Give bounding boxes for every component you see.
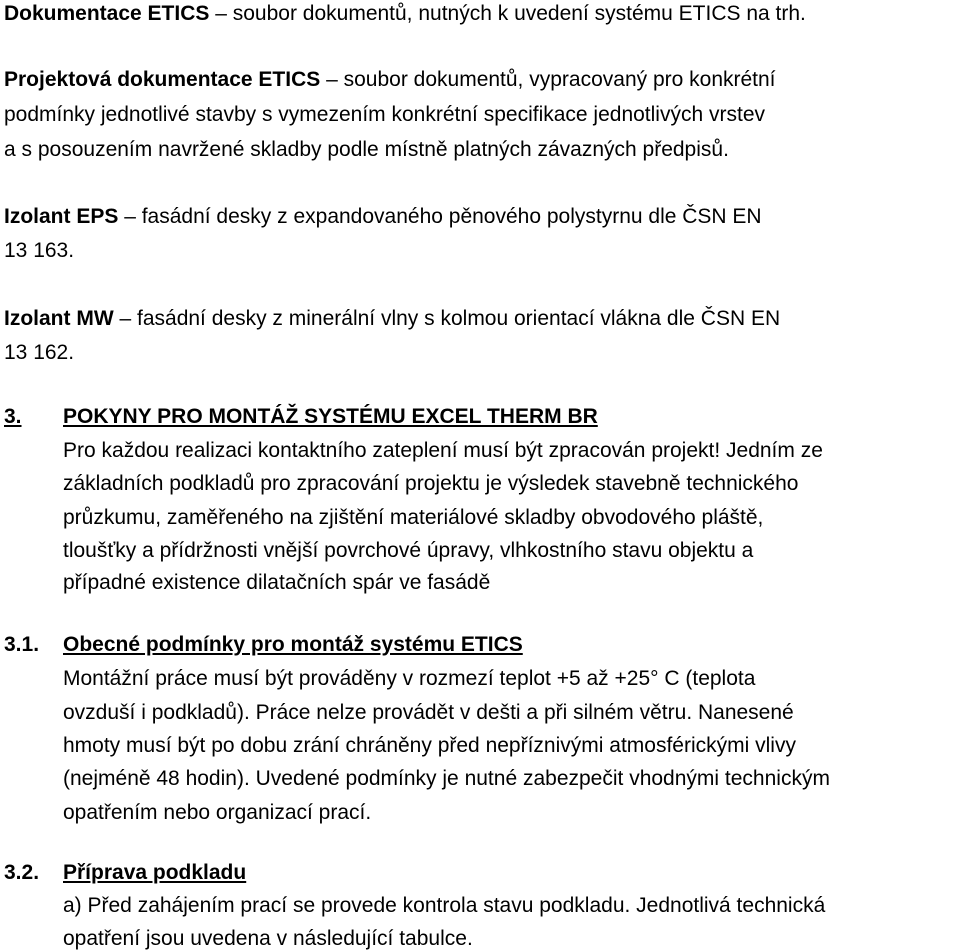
section-heading: Obecné podmínky pro montáž systému ETICS <box>63 633 523 656</box>
definition-text: – soubor dokumentů, nutných k uvedení systému ETICS na trh. <box>209 2 806 25</box>
text-line: základních podkladů pro zpracování projektu je výsledek stavebně technického <box>63 472 799 495</box>
text-line: (nejméně 48 hodin). Uvedené podmínky je nutné zabezpečit vhodnými technickým <box>63 767 830 790</box>
text-line: opatřením nebo organizací prací. <box>63 801 372 824</box>
text-line: Pro každou realizaci kontaktního zateplení musí být zpracován projekt! Jedním ze <box>63 439 823 462</box>
definition-text: – fasádní desky z expandovaného pěnového polystyrnu dle ČSN EN <box>118 205 762 228</box>
definition-projektova <box>4 67 776 93</box>
section-heading: Příprava podkladu <box>63 861 247 884</box>
definition-izolant-mw <box>4 306 780 332</box>
text-line: 13 162. <box>4 341 75 364</box>
text-line: podmínky jednotlivé stavby s vymezením konkrétní specifikace jednotlivých vrstev <box>4 103 765 126</box>
text-line: 13 163. <box>4 239 75 262</box>
text-line: ovzduší i podkladů). Práce nelze provádět v dešti a při silném větru. Nanesené <box>63 701 794 724</box>
definition-text: – soubor dokumentů, vypracovaný pro konkrétní <box>320 68 776 91</box>
definition-dokumentace <box>4 1 806 27</box>
definition-izolant-eps <box>4 204 762 230</box>
text-line: hmoty musí být po dobu zrání chráněny před nepříznivými atmosférickými vlivy <box>63 734 796 757</box>
text-line: případné existence dilatačních spár ve fasádě <box>63 571 491 594</box>
term-izolant-eps: Izolant EPS <box>4 205 119 228</box>
term-izolant-mw: Izolant MW <box>4 307 114 330</box>
term-dokumentace: Dokumentace ETICS <box>4 2 210 25</box>
section-heading: POKYNY PRO MONTÁŽ SYSTÉMU EXCEL THERM BR <box>63 405 598 428</box>
text-line: opatření jsou uvedena v následující tabulce. <box>63 927 473 950</box>
definition-text: – fasádní desky z minerální vlny s kolmou orientací vlákna dle ČSN EN <box>113 307 781 330</box>
section-number: 3.1. <box>4 633 40 656</box>
text-line: tloušťky a přídržnosti vnější povrchové úpravy, vlhkostního stavu objektu a <box>63 539 754 562</box>
term-projektova: Projektová dokumentace ETICS <box>4 68 321 91</box>
text-line: a s posouzením navržené skladby podle místně platných závazných předpisů. <box>4 138 729 161</box>
section-number: 3. <box>4 405 22 428</box>
text-line: průzkumu, zaměřeného na zjištění materiálové skladby obvodového pláště, <box>63 506 764 529</box>
text-line: a) Před zahájením prací se provede kontrola stavu podkladu. Jednotlivá technická <box>63 894 826 917</box>
section-number: 3.2. <box>4 861 40 884</box>
text-line: Montážní práce musí být prováděny v rozmezí teplot +5 až +25° C (teplota <box>63 667 756 690</box>
